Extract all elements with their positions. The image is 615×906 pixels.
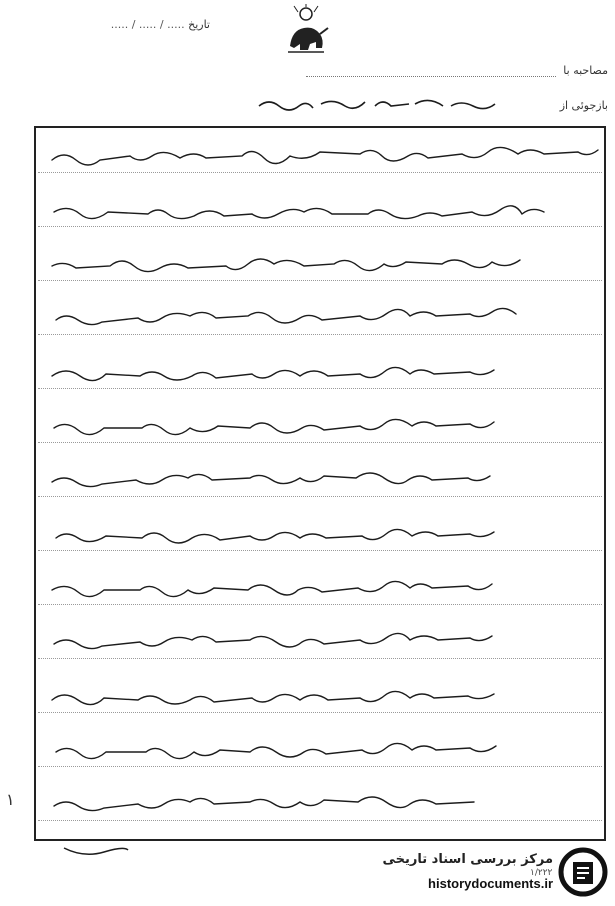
interview-label: مصاحبه با [563,64,608,77]
ruled-line [38,712,602,713]
handwritten-line [44,468,600,494]
date-label: تاریخ [188,18,210,31]
ruled-line [38,334,602,335]
handwritten-line [44,144,600,170]
date-field [90,18,210,31]
ruled-line [38,172,602,173]
interview-fill-line [306,76,556,77]
handwritten-line [44,738,600,764]
handwritten-line [44,306,600,332]
archive-watermark [330,838,615,906]
ruled-line [38,442,602,443]
ruled-line [38,388,602,389]
document-frame [34,126,606,841]
margin-mark: ۱ [6,790,15,809]
handwritten-line [44,684,600,710]
handwritten-line [44,792,600,818]
handwritten-line [44,252,600,278]
handwritten-subject-name [255,94,515,114]
ruled-line [38,658,602,659]
ruled-line [38,604,602,605]
ruled-line [38,280,602,281]
archive-logo-icon [557,844,609,900]
ruled-line [38,550,602,551]
date-placeholder: ..... / ..... / ..... [110,18,185,31]
handwritten-line [44,414,600,440]
ruled-line [38,496,602,497]
handwritten-line [44,630,600,656]
page-reference: ۱/۲۲۲ [530,868,553,878]
ruled-line [38,226,602,227]
signature-stroke [60,842,130,862]
handwritten-line [44,198,600,224]
handwritten-line [44,576,600,602]
watermark-title: مرکز بررسی اسناد تاریخی [382,852,553,867]
interview-field [262,64,608,77]
handwritten-line [44,360,600,386]
watermark-url: historydocuments.ir [428,876,553,891]
lion-and-sun-emblem-icon [282,4,330,58]
ruled-line [38,766,602,767]
handwritten-line [44,522,600,548]
interrogation-label: بازجوئی از [559,99,608,112]
ruled-line [38,820,602,821]
